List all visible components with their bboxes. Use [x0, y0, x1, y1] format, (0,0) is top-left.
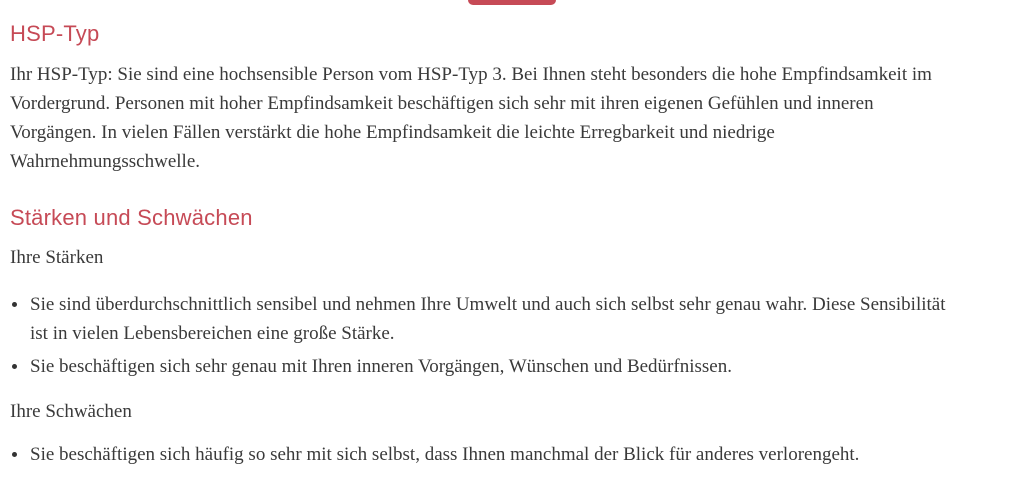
section-hsp-typ: [10, 22, 1014, 176]
list-item: [10, 352, 1014, 381]
paragraph-line: Wahrnehmungsschwelle.: [10, 151, 200, 172]
list-item-line: Sie sind überdurchschnittlich sensibel und nehmen Ihre Umwelt und auch sich selbst sehr genau wahr. Diese Sensibilität: [30, 294, 946, 315]
cutoff-button-bottom[interactable]: [468, 0, 556, 5]
list-item-line: Sie beschäftigen sich sehr genau mit Ihren inneren Vorgängen, Wünschen und Bedürfnissen.: [30, 356, 732, 377]
paragraph-line: Ihr HSP-Typ: Sie sind eine hochsensible Person vom HSP-Typ 3. Bei Ihnen steht besonders die hohe Empfindsamkeit im: [10, 64, 932, 85]
section-staerken-schwaechen: [10, 206, 1014, 469]
strengths-list: [10, 290, 1014, 381]
list-item-line: Sie beschäftigen sich häufig so sehr mit sich selbst, dass Ihnen manchmal der Blick für anderes verlorengeht.: [30, 444, 860, 465]
paragraph-line: Vorgängen. In vielen Fällen verstärkt die hohe Empfindsamkeit die leichte Erregbarkeit und niedrige: [10, 122, 775, 143]
list-item: [10, 290, 1014, 348]
bullet-icon: [12, 302, 17, 307]
staerken-schwaechen-heading: Stärken und Schwächen: [10, 205, 253, 230]
list-item: [10, 440, 1014, 469]
hsp-typ-heading: HSP-Typ: [10, 21, 100, 46]
paragraph-line: Vordergrund. Personen mit hoher Empfindsamkeit beschäftigen sich sehr mit ihren eigenen Gefühlen und inneren: [10, 93, 874, 114]
list-item-line: ist in vielen Lebensbereichen eine große Stärke.: [30, 323, 395, 344]
bullet-icon: [12, 452, 17, 457]
weaknesses-label: Ihre Schwächen: [10, 401, 132, 422]
hsp-typ-paragraph: [10, 60, 1014, 176]
weaknesses-list: [10, 440, 1014, 469]
bullet-icon: [12, 364, 17, 369]
strengths-label: Ihre Stärken: [10, 247, 104, 268]
